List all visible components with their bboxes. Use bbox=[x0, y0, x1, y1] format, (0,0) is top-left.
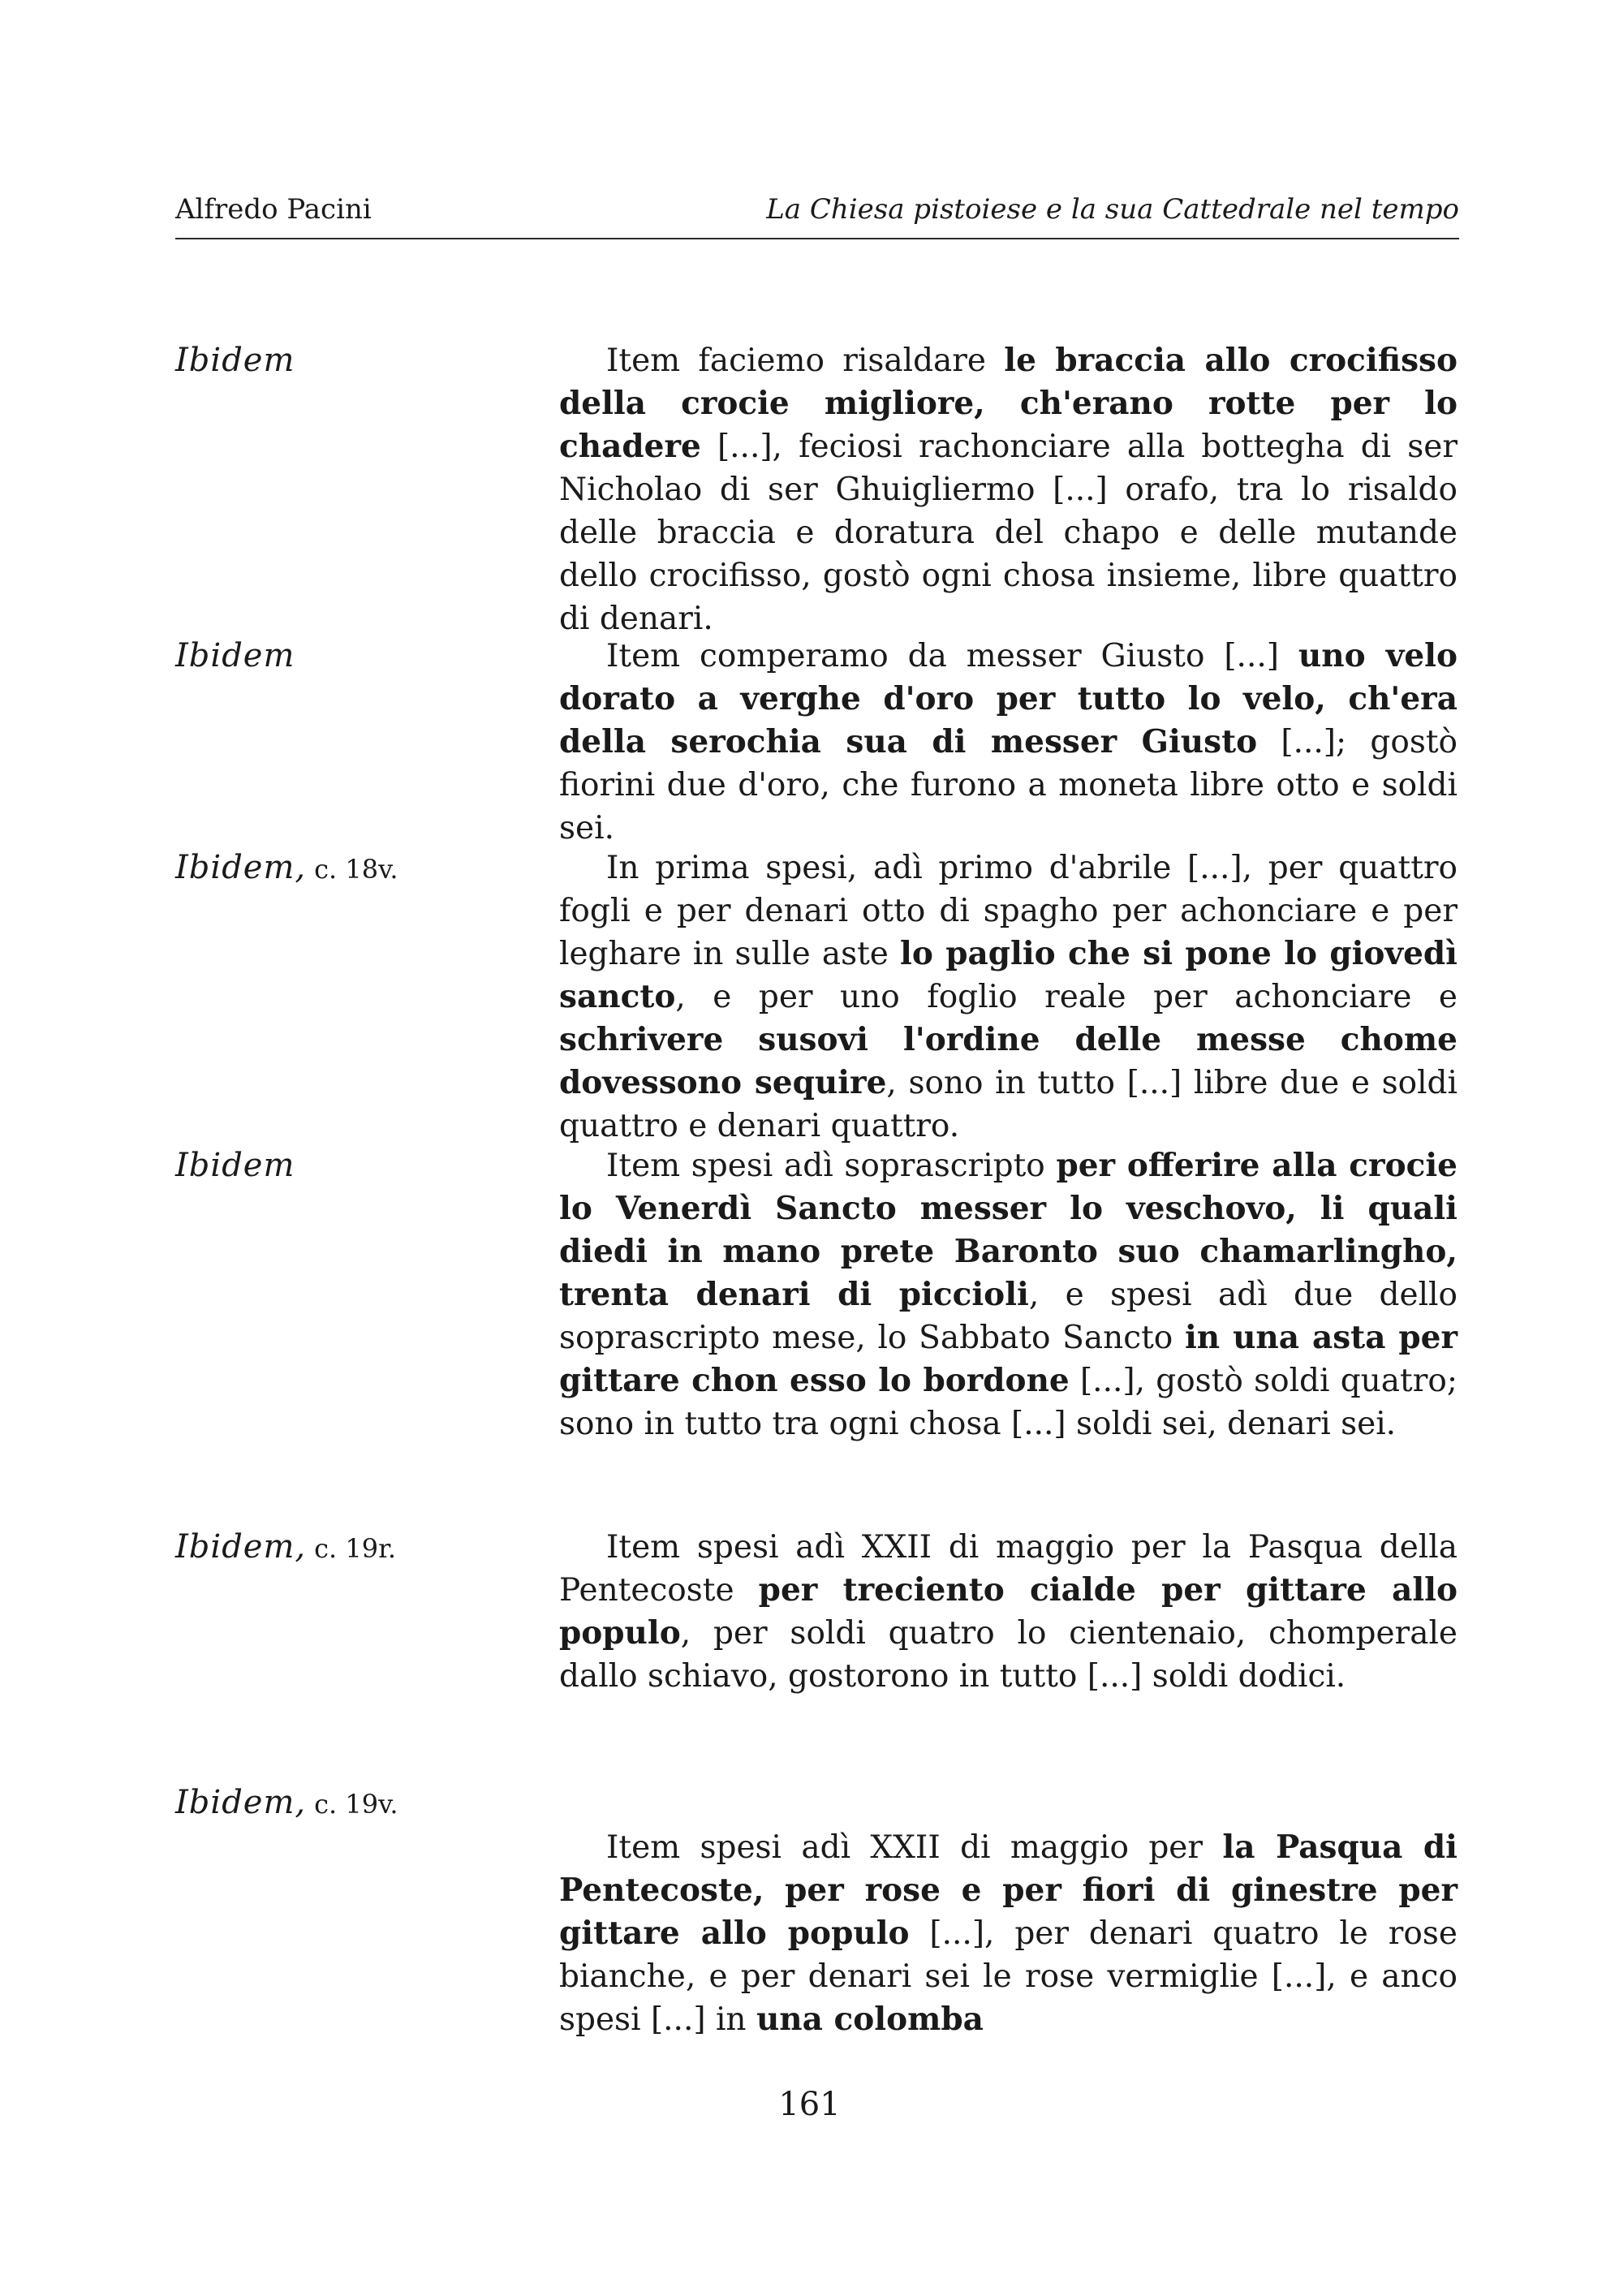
text-segment: [...]; gostò fiorini due d'oro, che furono a moneta libre otto e soldi sei. bbox=[559, 724, 1458, 846]
text-segment-bold: lo paglio che si pone lo giovedì sancto bbox=[559, 935, 1458, 1015]
page-number: 161 bbox=[778, 2086, 841, 2123]
text-segment: [...], feciosi rachonciare alla bottegha di ser Nicholao di ser Ghuigliermo [...] orafo, tra lo risaldo delle braccia e doratura del chapo e delle mutande dello crocifisso, gostò ogni chosa insieme, libre quattro di denari. bbox=[559, 429, 1458, 637]
reference-label: Ibidem bbox=[175, 637, 295, 674]
text-segment: [...], per denari quatro le rose bianche, e per denari sei le rose vermiglie [...], e anco spesi [...] in bbox=[559, 1915, 1458, 2038]
text-segment-bold: per offerire alla crocie lo Venerdì Sancto messer lo veschovo, li quali diedi in mano prete Baronto suo chamarlingho, trenta denari di piccioli bbox=[559, 1147, 1458, 1313]
header-rule bbox=[175, 238, 1459, 239]
text-segment-bold: in una asta per gittare chon esso lo bordone bbox=[559, 1319, 1458, 1399]
text-segment: Item faciemo risaldare bbox=[606, 342, 1005, 379]
reference-folio: c. 19v. bbox=[314, 1789, 398, 1820]
source-reference bbox=[175, 1144, 303, 1188]
source-reference bbox=[175, 1781, 398, 1825]
text-segment: Item spesi adì XXII di maggio per bbox=[606, 1829, 1223, 1866]
text-segment: Item spesi adì soprascripto bbox=[606, 1148, 1057, 1184]
source-reference bbox=[175, 635, 303, 678]
entry-text bbox=[559, 846, 1458, 1148]
text-segment-bold: uno velo dorato a verghe d'oro per tutto lo velo, ch'era della serochia sua di messer Giusto bbox=[559, 637, 1458, 760]
text-segment: [...], gostò soldi quatro; sono in tutto tra ogni chosa [...] soldi sei, denari sei. bbox=[559, 1363, 1458, 1442]
entry-text bbox=[559, 1144, 1458, 1445]
text-segment-bold: schrivere susovi l'ordine delle messe chome dovessono sequire bbox=[559, 1021, 1458, 1101]
text-segment-bold: una colomba bbox=[756, 2001, 984, 2038]
entry-text bbox=[559, 635, 1458, 850]
text-segment: Item spesi adì XXII di maggio per la Pasqua della Pentecoste bbox=[559, 1529, 1458, 1609]
text-segment: , per soldi quatro lo cientenaio, chomperale dallo schiavo, gostorono in tutto [...] soldi dodici. bbox=[559, 1615, 1458, 1695]
source-reference bbox=[175, 339, 303, 383]
text-segment-bold: la Pasqua di Pentecoste, per rose e per fiori di ginestre per gittare allo populo bbox=[559, 1829, 1458, 1952]
text-segment-bold: le braccia allo crocifisso della crocie migliore, ch'erano rotte per lo chadere bbox=[559, 342, 1458, 465]
reference-label: Ibidem, bbox=[175, 1784, 307, 1821]
reference-label: Ibidem bbox=[175, 1147, 295, 1184]
entry-text bbox=[559, 1526, 1458, 1698]
text-segment: In prima spesi, adì primo d'abrile [...], per quattro fogli e per denari otto di spagho per achonciare e per leghare in sulle aste bbox=[559, 850, 1458, 972]
header-author: Alfredo Pacini bbox=[175, 193, 372, 226]
text-segment: , e per uno foglio reale per achonciare e bbox=[675, 979, 1458, 1015]
source-reference bbox=[175, 846, 398, 890]
entry-text bbox=[559, 339, 1458, 640]
page-header bbox=[175, 193, 1459, 234]
reference-folio: c. 19r. bbox=[314, 1533, 397, 1564]
reference-label: Ibidem bbox=[175, 342, 295, 379]
source-reference bbox=[175, 1526, 396, 1570]
text-segment-bold: per treciento cialde per gittare allo populo bbox=[559, 1571, 1458, 1652]
text-segment: Item comperamo da messer Giusto [...] bbox=[606, 638, 1298, 674]
header-book-title: La Chiesa pistoiese e la sua Cattedrale nel tempo bbox=[766, 193, 1459, 226]
reference-folio: c. 18v. bbox=[314, 854, 398, 885]
reference-label: Ibidem, bbox=[175, 1528, 307, 1566]
text-segment: , e spesi adì due dello soprascripto mese, lo Sabbato Sancto bbox=[559, 1277, 1458, 1356]
reference-label: Ibidem, bbox=[175, 849, 307, 886]
text-segment: , sono in tutto [...] libre due e soldi quattro e denari quattro. bbox=[559, 1065, 1458, 1144]
entry-text bbox=[559, 1826, 1458, 2041]
